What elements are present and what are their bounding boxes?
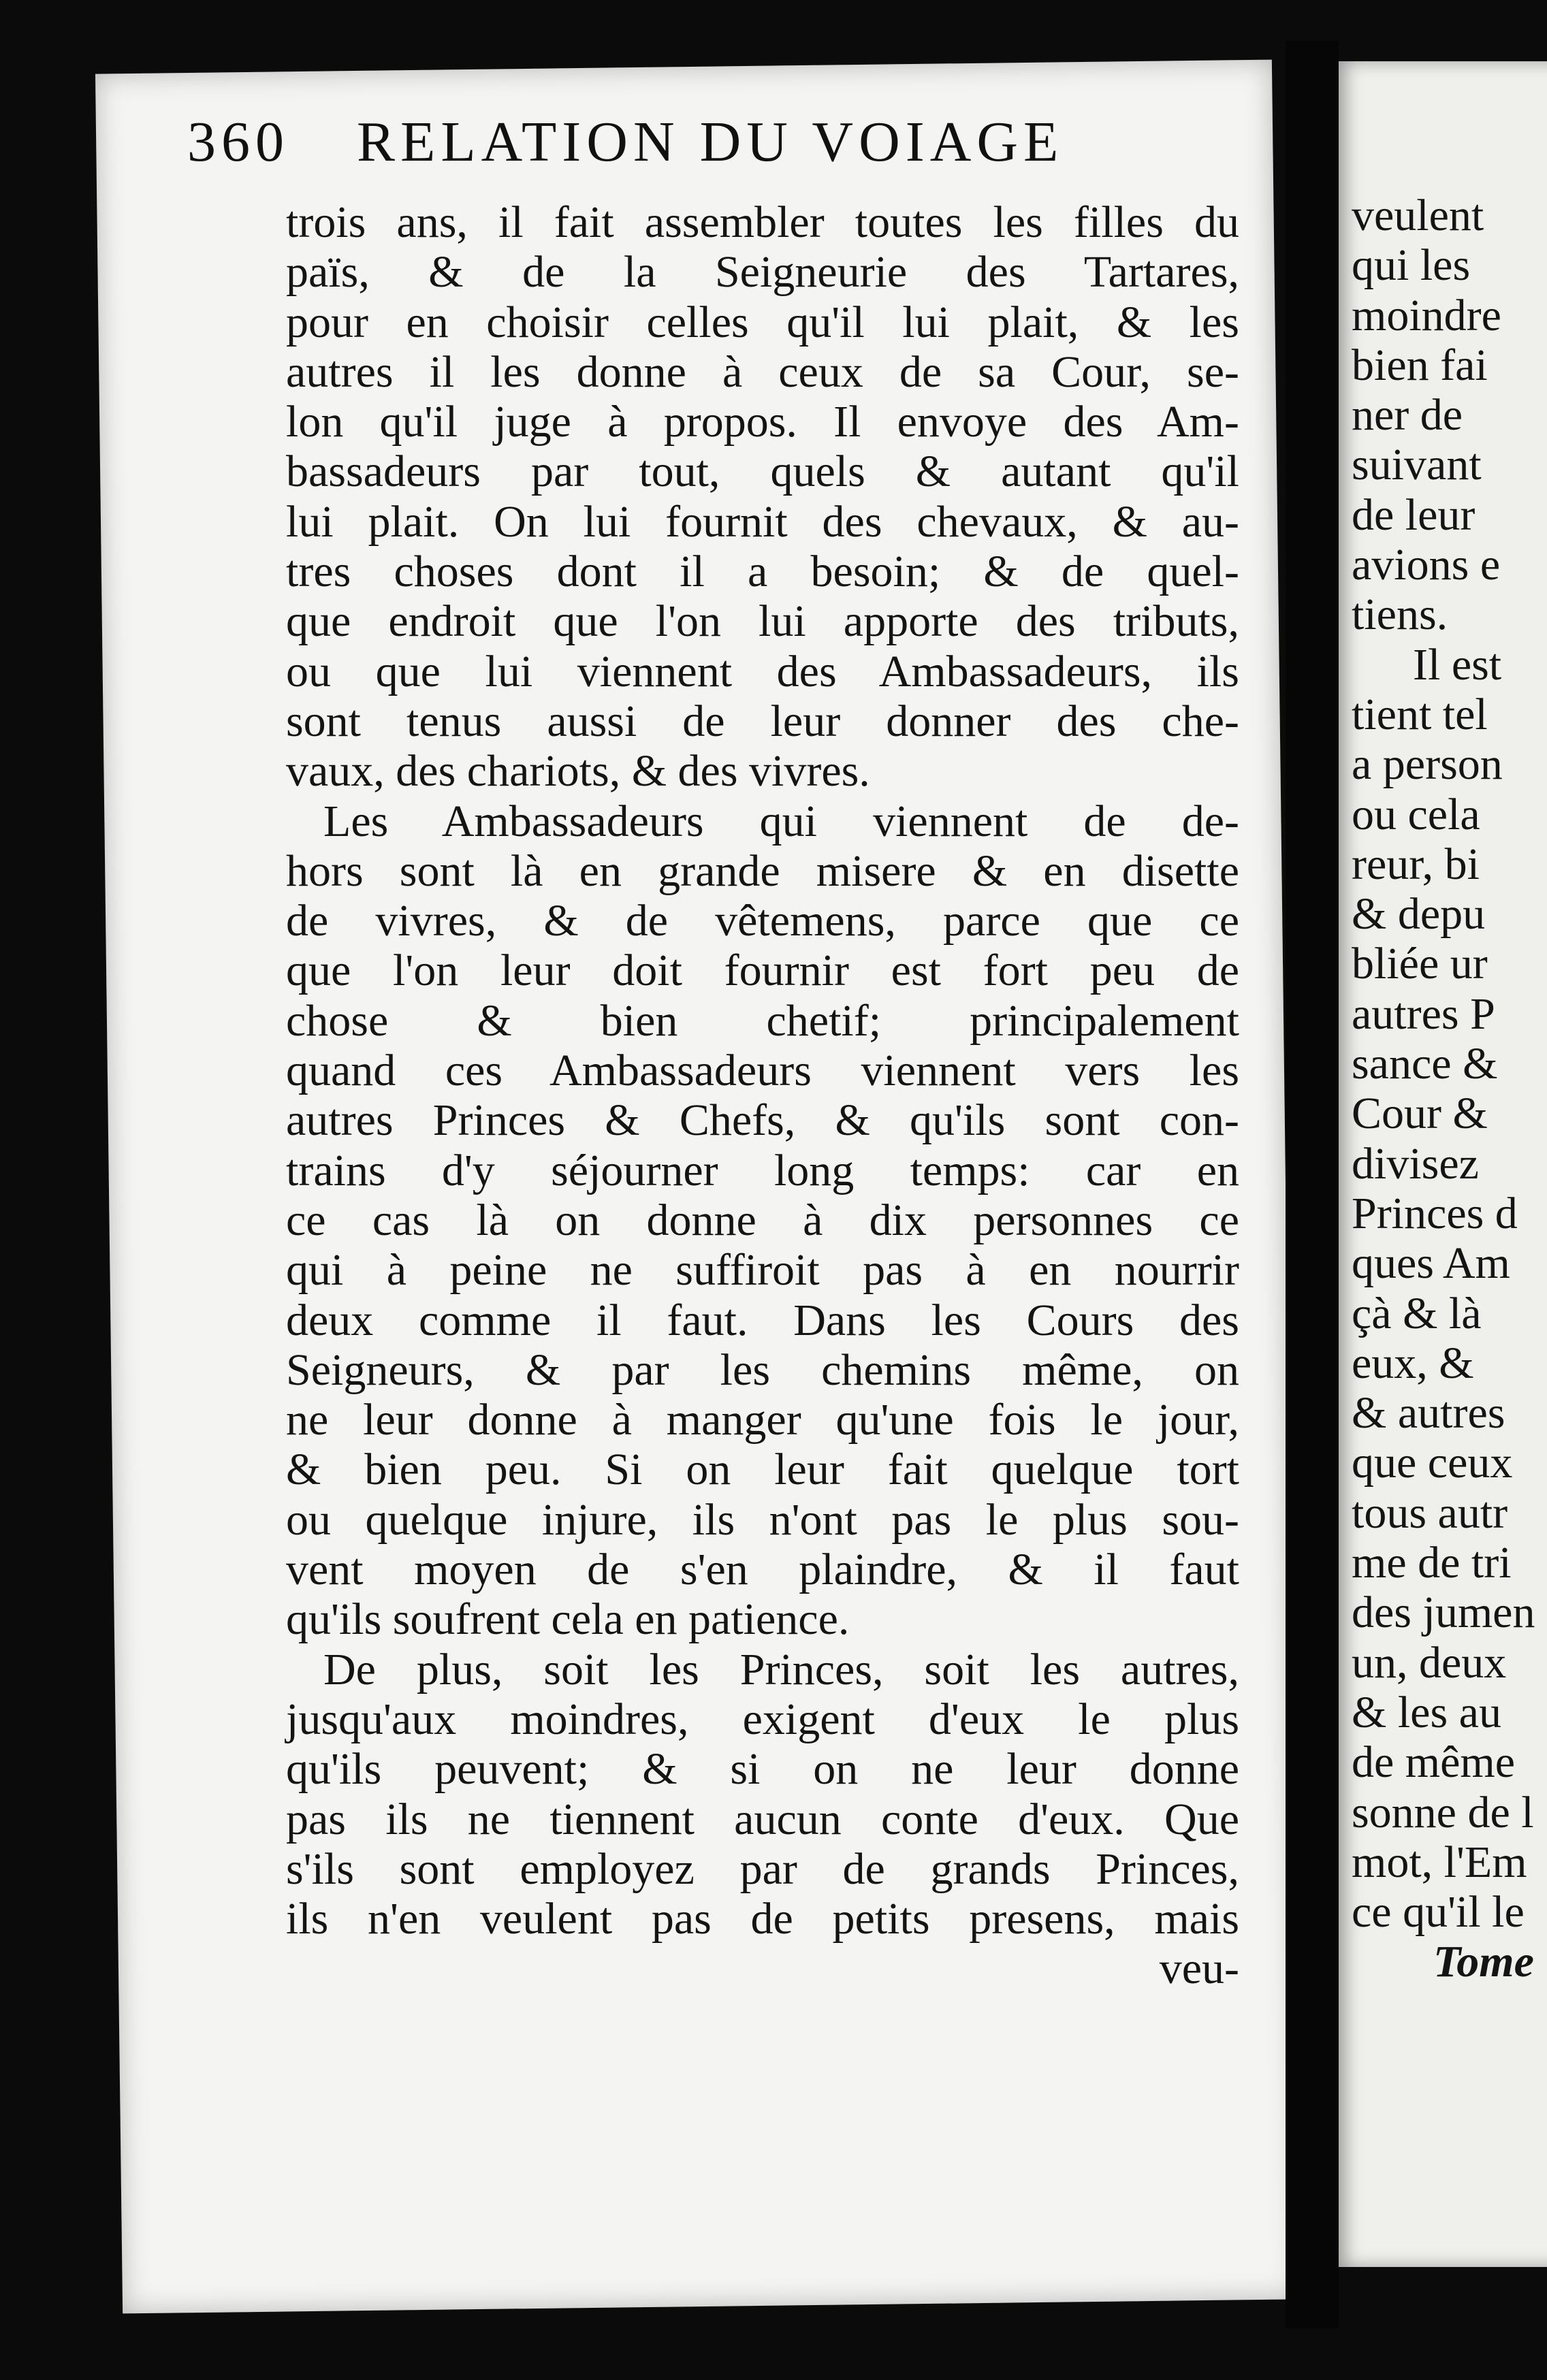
text-line: qu'ils peuvent; & si on ne leur donne bbox=[286, 1744, 1239, 1795]
text-line: ne leur donne à manger qu'une fois le jour, bbox=[286, 1395, 1239, 1445]
text-line: bassadeurs par tout, quels & autant qu'il bbox=[286, 447, 1239, 497]
text-line: pour en choisir celles qu'il lui plait, & les bbox=[286, 297, 1239, 347]
text-line: veulent bbox=[1352, 191, 1484, 240]
text-line: sont tenus aussi de leur donner des che- bbox=[286, 696, 1239, 746]
paragraph-start-line: De plus, soit les Princes, soit les autres, bbox=[323, 1644, 1239, 1694]
text-line: quand ces Ambassadeurs viennent vers les bbox=[286, 1046, 1239, 1096]
text-line: tiens. bbox=[1352, 590, 1448, 640]
text-line: vaux, des chariots, & des vivres. bbox=[286, 746, 870, 797]
text-line: çà & là bbox=[1352, 1288, 1482, 1338]
text-line: païs, & de la Seigneurie des Tartares, bbox=[286, 247, 1239, 298]
text-line: & depu bbox=[1352, 889, 1486, 939]
text-line: de vivres, & de vêtemens, parce que ce bbox=[286, 896, 1239, 946]
running-header bbox=[187, 109, 1064, 175]
text-line: reur, bi bbox=[1352, 839, 1480, 889]
text-line: pas ils ne tiennent aucun conte d'eux. Que bbox=[286, 1794, 1239, 1844]
right-page-body bbox=[1352, 191, 1535, 1987]
book-gutter bbox=[1286, 41, 1339, 2328]
text-line: qui les bbox=[1352, 240, 1471, 291]
text-line: lon qu'il juge à propos. Il envoye des Am- bbox=[286, 397, 1239, 447]
text-line: ques Am bbox=[1352, 1238, 1510, 1289]
text-line: que ceux bbox=[1352, 1438, 1513, 1488]
text-line: trains d'y séjourner long temps: car en bbox=[286, 1145, 1239, 1195]
text-line: chose & bien chetif; principalement bbox=[286, 995, 1239, 1046]
text-line: ou quelque injure, ils n'ont pas le plus sou- bbox=[286, 1494, 1239, 1545]
text-line: moindre bbox=[1352, 290, 1501, 340]
text-line: ils n'en veulent pas de petits presens, mais bbox=[286, 1894, 1239, 1944]
catchword: veu- bbox=[1159, 1944, 1239, 1994]
text-line: qu'ils soufrent cela en patience. bbox=[286, 1594, 850, 1645]
text-line: de leur bbox=[1352, 489, 1476, 540]
text-line: ou cela bbox=[1352, 789, 1480, 839]
text-line: sance & bbox=[1352, 1039, 1498, 1089]
text-line: autres Princes & Chefs, & qu'ils sont con- bbox=[286, 1095, 1239, 1146]
text-line: bliée ur bbox=[1352, 939, 1488, 989]
text-line: tous autr bbox=[1352, 1488, 1508, 1538]
running-title: RELATION DU VOIAGE bbox=[357, 110, 1064, 174]
text-line: autres il les donne à ceux de sa Cour, se- bbox=[286, 347, 1239, 397]
text-line: qui à peine ne suffiroit pas à en nourrir bbox=[286, 1245, 1239, 1296]
text-line: me de tri bbox=[1352, 1538, 1512, 1588]
text-line: sonne de l bbox=[1352, 1787, 1534, 1837]
text-line: & autres bbox=[1352, 1388, 1505, 1438]
text-line: & les au bbox=[1352, 1687, 1501, 1737]
text-line: jusqu'aux moindres, exigent d'eux le plus bbox=[286, 1694, 1239, 1744]
text-line: deux comme il faut. Dans les Cours des bbox=[286, 1295, 1239, 1345]
text-line: Princes d bbox=[1352, 1188, 1518, 1238]
page-number: 360 bbox=[187, 110, 289, 174]
paragraph-start-line: Les Ambassadeurs qui viennent de de- bbox=[323, 796, 1239, 846]
text-line: Seigneurs, & par les chemins même, on bbox=[286, 1345, 1239, 1395]
text-line: a person bbox=[1352, 739, 1503, 790]
text-line: que l'on leur doit fournir est fort peu de bbox=[286, 946, 1239, 996]
text-line: ner de bbox=[1352, 390, 1463, 440]
text-line: divisez bbox=[1352, 1138, 1479, 1189]
text-line: ou que lui viennent des Ambassadeurs, ils bbox=[286, 646, 1239, 696]
text-line: tres choses dont il a besoin; & de quel- bbox=[286, 547, 1239, 597]
text-line: hors sont là en grande misere & en disette bbox=[286, 846, 1239, 896]
text-line: avions e bbox=[1352, 540, 1501, 590]
text-line: mot, l'Em bbox=[1352, 1837, 1527, 1887]
text-line: des jumen bbox=[1352, 1588, 1535, 1638]
text-line: s'ils sont employez par de grands Princes, bbox=[286, 1844, 1239, 1894]
text-line: de même bbox=[1352, 1737, 1516, 1788]
text-line: ce qu'il le bbox=[1352, 1887, 1525, 1937]
text-line: ce cas là on donne à dix personnes ce bbox=[286, 1195, 1239, 1245]
text-line: trois ans, il fait assembler toutes les filles du bbox=[286, 197, 1239, 247]
text-line: suivant bbox=[1352, 440, 1482, 490]
text-line: eux, & bbox=[1352, 1338, 1474, 1388]
text-line: vent moyen de s'en plaindre, & il faut bbox=[286, 1545, 1239, 1595]
text-line: tient tel bbox=[1352, 689, 1488, 739]
paragraph-start-line: Il est bbox=[1413, 639, 1502, 690]
text-line: bien fai bbox=[1352, 340, 1488, 390]
left-page-body bbox=[286, 197, 1239, 1994]
text-line: Cour & bbox=[1352, 1089, 1488, 1139]
text-line: un, deux bbox=[1352, 1637, 1507, 1688]
text-line: & bien peu. Si on leur fait quelque tort bbox=[286, 1445, 1239, 1495]
text-line: autres P bbox=[1352, 988, 1495, 1039]
signature-mark: Tome bbox=[1433, 1937, 1534, 1987]
text-line: que endroit que l'on lui apporte des tributs, bbox=[286, 596, 1239, 647]
text-line: lui plait. On lui fournit des chevaux, & au- bbox=[286, 496, 1239, 547]
